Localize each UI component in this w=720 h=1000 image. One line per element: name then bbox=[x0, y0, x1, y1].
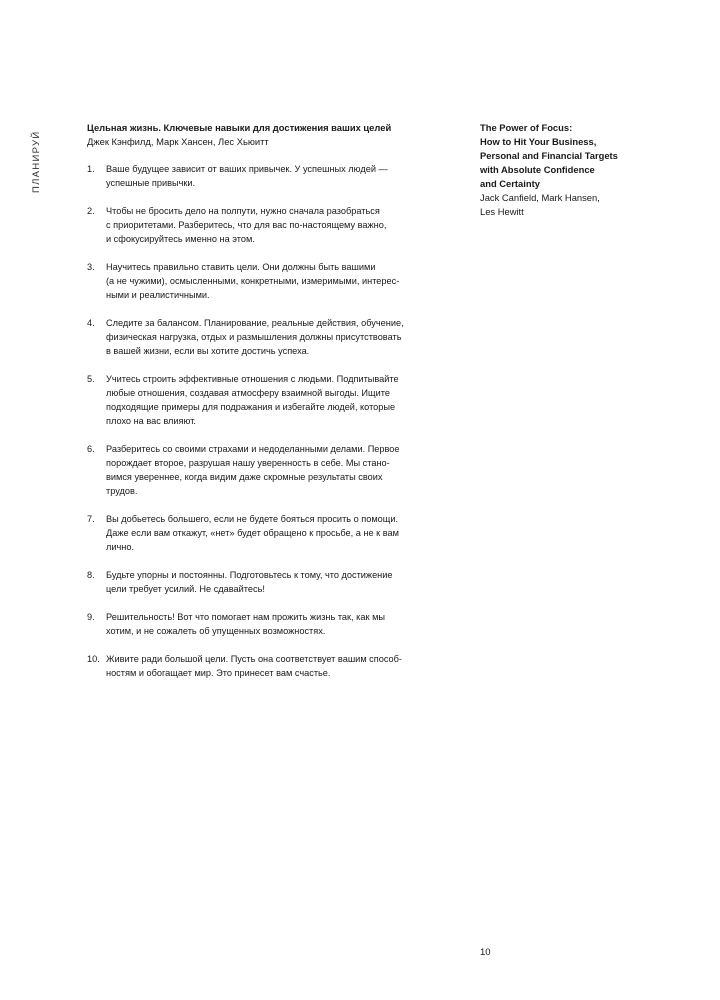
list-item bbox=[87, 162, 447, 190]
tip-line: в вашей жизни, если вы хотите достичь успеха. bbox=[106, 346, 310, 356]
tip-line: с приоритетами. Разберитесь, что для вас по-настоящему важно, bbox=[106, 220, 387, 230]
tip-line: Научитесь правильно ставить цели. Они должны быть вашими bbox=[106, 262, 376, 272]
tip-line: Живите ради большой цели. Пусть она соответствует вашим способ- bbox=[106, 654, 402, 664]
tip-line: Решительность! Вот что помогает нам прожить жизнь так, как мы bbox=[106, 612, 385, 622]
summary-column bbox=[87, 121, 447, 694]
tip-line: порождает второе, разрушая нашу уверенность в себе. Мы стано- bbox=[106, 458, 390, 468]
tip-number: 6. bbox=[87, 444, 95, 454]
tip-line: вимся увереннее, когда видим даже скромные результаты своих bbox=[106, 472, 383, 482]
tip-text bbox=[106, 316, 447, 358]
tip-text bbox=[106, 372, 447, 428]
tip-line: цели требует усилий. Не сдавайтесь! bbox=[106, 584, 265, 594]
tip-text bbox=[106, 568, 447, 596]
list-item bbox=[87, 260, 447, 302]
tip-text bbox=[106, 204, 447, 246]
list-item bbox=[87, 512, 447, 554]
tip-line: Будьте упорны и постоянны. Подготовьтесь к тому, что достижение bbox=[106, 570, 393, 580]
tip-line: любые отношения, создавая атмосферу взаимной выгоды. Ищите bbox=[106, 388, 390, 398]
tip-number: 1. bbox=[87, 164, 95, 174]
original-title-line: Personal and Financial Targets bbox=[480, 150, 618, 161]
tip-line: трудов. bbox=[106, 486, 138, 496]
list-item bbox=[87, 316, 447, 358]
tip-line: Следите за балансом. Планирование, реальные действия, обучение, bbox=[106, 318, 404, 328]
list-item bbox=[87, 204, 447, 246]
tip-line: плохо на вас влияют. bbox=[106, 416, 196, 426]
tip-text bbox=[106, 512, 447, 554]
tip-number: 2. bbox=[87, 206, 95, 216]
tip-text bbox=[106, 162, 447, 190]
original-authors bbox=[480, 191, 680, 219]
tip-line: хотим, и не сожалеть об упущенных возможностях. bbox=[106, 626, 326, 636]
original-title-line: and Certainty bbox=[480, 178, 540, 189]
tip-line: ными и реалистичными. bbox=[106, 290, 210, 300]
book-authors: Джек Кэнфилд, Марк Хансен, Лес Хьюитт bbox=[87, 136, 269, 147]
tip-line: лично. bbox=[106, 542, 135, 552]
tip-number: 8. bbox=[87, 570, 95, 580]
list-item bbox=[87, 372, 447, 428]
tip-line: физическая нагрузка, отдых и размышления должны присутствовать bbox=[106, 332, 402, 342]
tip-line: успешные привычки. bbox=[106, 178, 196, 188]
tip-number: 5. bbox=[87, 374, 95, 384]
tip-number: 3. bbox=[87, 262, 95, 272]
list-item bbox=[87, 610, 447, 638]
book-title: Цельная жизнь. Ключевые навыки для достижения ваших целей bbox=[87, 122, 392, 133]
tip-line: Чтобы не бросить дело на полпути, нужно сначала разобраться bbox=[106, 206, 380, 216]
original-authors-line: Les Hewitt bbox=[480, 206, 524, 217]
original-authors-line: Jack Canfield, Mark Hansen, bbox=[480, 192, 600, 203]
tip-text bbox=[106, 442, 447, 498]
tip-text bbox=[106, 652, 447, 680]
tip-number: 9. bbox=[87, 612, 95, 622]
tip-line: Даже если вам откажут, «нет» будет обращено к просьбе, а не к вам bbox=[106, 528, 399, 538]
tip-line: (а не чужими), осмысленными, конкретными, измеримыми, интерес- bbox=[106, 276, 400, 286]
list-item bbox=[87, 652, 447, 680]
list-item bbox=[87, 568, 447, 596]
tip-line: Учитесь строить эффективные отношения с людьми. Подпитывайте bbox=[106, 374, 399, 384]
list-item bbox=[87, 442, 447, 498]
page-number: 10 bbox=[480, 947, 491, 958]
tip-line: Разберитесь со своими страхами и недоделанными делами. Первое bbox=[106, 444, 400, 454]
tip-line: Ваше будущее зависит от ваших привычек. У успешных людей — bbox=[106, 164, 388, 174]
tip-line: и сфокусируйтесь именно на этом. bbox=[106, 234, 255, 244]
tip-line: ностям и обогащает мир. Это принесет вам счастье. bbox=[106, 668, 331, 678]
original-title-line: with Absolute Confidence bbox=[480, 164, 595, 175]
tip-number: 7. bbox=[87, 514, 95, 524]
tip-line: подходящие примеры для подражания и избегайте людей, которые bbox=[106, 402, 396, 412]
tip-number: 4. bbox=[87, 318, 95, 328]
original-title bbox=[480, 121, 680, 191]
original-title-line: How to Hit Your Business, bbox=[480, 136, 597, 147]
tip-line: Вы добьетесь большего, если не будете бояться просить о помощи. bbox=[106, 514, 399, 524]
tip-text bbox=[106, 260, 447, 302]
tips-list bbox=[87, 162, 447, 680]
tip-text bbox=[106, 610, 447, 638]
original-book-info bbox=[480, 121, 680, 219]
original-title-line: The Power of Focus: bbox=[480, 122, 573, 133]
section-label: ПЛАНИРУЙ bbox=[31, 130, 42, 193]
tip-number: 10. bbox=[87, 654, 100, 664]
